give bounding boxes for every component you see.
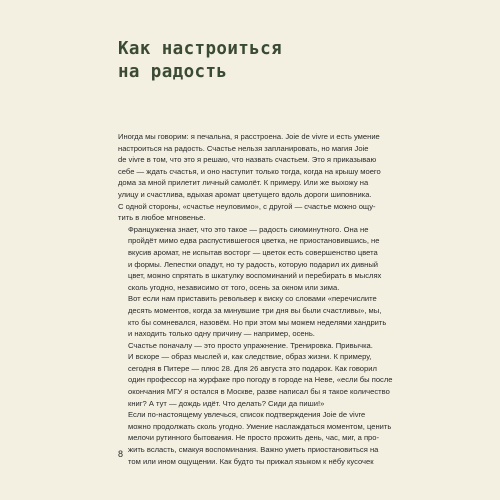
text-line: Вот если нам приставить револьвер к виску со словами «перечислите [128, 294, 377, 304]
text-line: десять моментов, когда за минувшие три дня вы были счастливы», мы, [128, 305, 382, 315]
chapter-title [118, 38, 448, 84]
paragraph [118, 224, 408, 294]
body-text [118, 131, 408, 467]
text-line: тить в любое мгновенье. [118, 213, 206, 223]
text-line: и формы. Лепестки опадут, но ту радость, которую подарил их дивный [128, 259, 379, 269]
text-line: de vivre в том, что это я решаю, что назвать счастьем. Это я приказываю [118, 155, 377, 165]
chapter-title-line: на радость [118, 62, 228, 82]
text-line: дома за мной прилетит личный самолёт. К примеру. Или же выхожу на [118, 178, 369, 188]
text-line: окончания МГУ я остался в Москве, разве написал бы я такое количество [128, 387, 390, 397]
text-line: сегодня в Питере — плюс 28. Для 26 августа это подарок. Как говорил [128, 363, 377, 373]
text-line: Счастье поначалу — это просто упражнение. Тренировка. Привычка. [128, 340, 373, 350]
paragraph [118, 293, 408, 339]
text-line: Француженка знает, что это такое — радость сиюминутного. Она не [128, 224, 369, 234]
text-line: себе — ждать счастья, и оно наступит только тогда, когда на крышу моего [118, 166, 381, 176]
paragraph [118, 340, 408, 410]
chapter-title-line: Как настроиться [118, 39, 283, 59]
text-line: И вскоре — образ мыслей и, как следствие, образ жизни. К примеру, [128, 352, 372, 362]
text-line: один профессор на журфаке про погоду в городе на Неве, «если бы после [128, 375, 393, 385]
page-number: 8 [118, 449, 124, 459]
text-line: настроиться на радость. Счастье нельзя запланировать, но магия Joie [118, 143, 369, 153]
text-line: кто бы сомневался, назовём. Но при этом мы можем неделями хандрить [128, 317, 387, 327]
text-line: Иногда мы говорим: я печальна, я расстроена. Joie de vivre и есть умение [118, 132, 380, 141]
text-line: вкусив аромат, не испытав восторг — цветок есть совершенство цвета [128, 247, 378, 257]
paragraph [118, 409, 408, 467]
text-line: улицу и счастлива, вдыхая аромат цветущего вдоль дороги шиповника. [118, 189, 372, 199]
text-line: жить всласть, смакуя воспоминания. Важно уметь приостановиться на [128, 445, 379, 455]
text-line: книг? А тут — дождь идёт. Что делать? Сиди да пиши!» [128, 398, 325, 408]
text-line: мелочи рутинного бытования. Не просто прожить день, час, миг, а про- [128, 433, 380, 443]
text-line: цвет, можно спрятать в шкатулку воспоминаний и перебирать в мыслях [128, 271, 382, 281]
paragraph [118, 131, 408, 224]
text-line: Если по-настоящему увлечься, список подтверждения Joie de vivre [128, 410, 366, 420]
text-line: пройдёт мимо едва распустившегося цветка, не приостановившись, не [128, 236, 380, 246]
text-line: сколь угодно, независимо от того, осень за окном или зима. [128, 282, 340, 292]
text-line: можно продолжать сколь угодно. Умение наслаждаться моментом, ценить [128, 421, 392, 431]
text-line: и находить только одну причину — например, осень. [128, 329, 315, 339]
text-line: С одной стороны, «счастье неуловимо», с другой — счастье можно ощу- [118, 201, 376, 211]
text-line: том или ином ощущении. Как будто ты прижал языком к нёбу кусочек [128, 456, 374, 466]
